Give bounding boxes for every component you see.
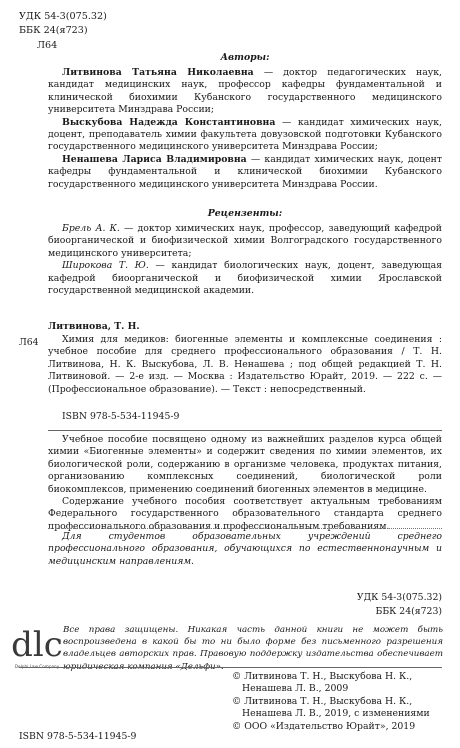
udk-code-bottom: УДК 54-3(075.32) bbox=[356, 592, 442, 603]
reviewer-description: — кандидат биологических наук, доцент, заведующая кафедрой биоорганической и биофизической химии Ярославской государственной медицинской академии. bbox=[48, 260, 442, 297]
divider bbox=[48, 528, 442, 529]
reviewers-list bbox=[48, 223, 442, 297]
catalog-isbn: ISBN 978-5-534-11945-9 bbox=[62, 411, 180, 422]
logo-letters: dlc bbox=[11, 625, 63, 665]
audience-text: Для студентов образовательных учреждений среднего профессионального образования, обучающихся по естественнонаучным и медицинским направлениям. bbox=[48, 531, 442, 567]
delphi-logo bbox=[11, 620, 63, 672]
authors-list bbox=[48, 67, 442, 191]
author-description: — доктор педагогических наук, кандидат медицинских наук, профессор кафедры фундаментальной и клинической биохимии Кубанского государственного медицинского университета Минздрава России; bbox=[48, 67, 443, 116]
catalog-mark: Л64 bbox=[19, 337, 39, 348]
logo-caption: Delphi Law Company bbox=[14, 664, 60, 669]
dlc-logo-icon bbox=[11, 620, 63, 672]
bbk-code: ББК 24(я723) bbox=[19, 25, 88, 36]
author-name: Выскубова Надежда Константиновна bbox=[62, 116, 276, 128]
copyright-line: © Литвинова Т. Н., Выскубова Н. К., bbox=[232, 671, 413, 682]
isbn-bottom: ISBN 978-5-534-11945-9 bbox=[19, 731, 137, 742]
author-entry bbox=[48, 154, 442, 191]
author-description: — кандидат химических наук, доцент, преподаватель химии факультета довузовской подготовки Кубанского государственного медицинского университета Минздрава России; bbox=[48, 116, 442, 153]
udk-code: УДК 54-3(075.32) bbox=[19, 11, 107, 22]
rights-text: Все права защищены. Никакая часть данной книги не может быть воспроизведена в какой бы то ни было форме без письменного разрешения владельцев авторских прав. Правовую поддержку издательства обеспечивает юридическая компания «Дельфи». bbox=[63, 625, 443, 672]
reviewers-heading: Рецензенты: bbox=[207, 208, 283, 219]
rights-notice bbox=[63, 624, 443, 673]
annotation-paragraph: Учебное пособие посвящено одному из важнейших разделов курса общей химии «Биогенные элементы» и содержит сведения по химии элементов, их биологической роли, содержанию в организме человека, продуктах питания, организованию комплексных соединений, биологической роли биокомплексов, применению соединений биогенных элементов в медицине. bbox=[48, 434, 442, 495]
catalog-description bbox=[48, 334, 442, 396]
catalog-author-head: Литвинова, Т. Н. bbox=[48, 321, 140, 332]
author-entry bbox=[48, 67, 442, 117]
audience-note bbox=[48, 531, 442, 568]
copyright-line: Ненашева Л. В., 2019, с изменениями bbox=[242, 708, 430, 720]
author-entry bbox=[48, 117, 442, 154]
authors-heading: Авторы: bbox=[220, 52, 270, 63]
reviewer-description: — доктор химических наук, профессор, заведующий кафедрой биоорганической и биофизической химии Волгоградского государственного медицинского университета; bbox=[48, 223, 442, 259]
divider bbox=[19, 667, 442, 668]
author-mark: Л64 bbox=[37, 40, 58, 51]
author-description: — кандидат химических наук, доцент кафедры фундаментальной и клинической биохимии Кубанского государственного медицинского университета Минздрава России. bbox=[48, 153, 442, 190]
bbk-code-bottom: ББК 24(я723) bbox=[375, 606, 442, 617]
copyright-block bbox=[232, 671, 446, 733]
annotation bbox=[48, 434, 442, 533]
reviewer-name: Брель А. К. bbox=[62, 223, 120, 234]
catalog-description-text: Химия для медиков: биогенные элементы и комплексные соединения : учебное пособие для среднего профессионального образования / Т. Н. Литвинова, Н. К. Выскубова, Л. В. Ненашева ; под общей редакцией Т. Н. Литвиновой. — 2-е изд. — Москва : Издательство Юрайт, 2019. — 222 с. — (Профессиональное образование). — Текст : непосредственный. bbox=[48, 334, 442, 395]
author-name: Литвинова Татьяна Николаевна bbox=[62, 67, 254, 78]
reviewer-name: Широкова Т. Ю. bbox=[62, 260, 149, 272]
annotation-paragraph: Содержание учебного пособия соответствует актуальным требованиям Федерального государственного образовательного стандарта среднего профессионального образования и профессиональным требованиям. bbox=[48, 496, 442, 532]
copyright-line: Ненашева Л. В., 2009 bbox=[242, 683, 349, 695]
author-name: Ненашева Лариса Владимировна bbox=[62, 153, 247, 165]
copyright-line: © ООО «Издательство Юрайт», 2019 bbox=[232, 720, 416, 732]
reviewer-entry bbox=[48, 260, 442, 297]
copyright-line: © Литвинова Т. Н., Выскубова Н. К., bbox=[232, 695, 413, 707]
reviewer-entry bbox=[48, 223, 442, 260]
divider bbox=[48, 430, 442, 431]
